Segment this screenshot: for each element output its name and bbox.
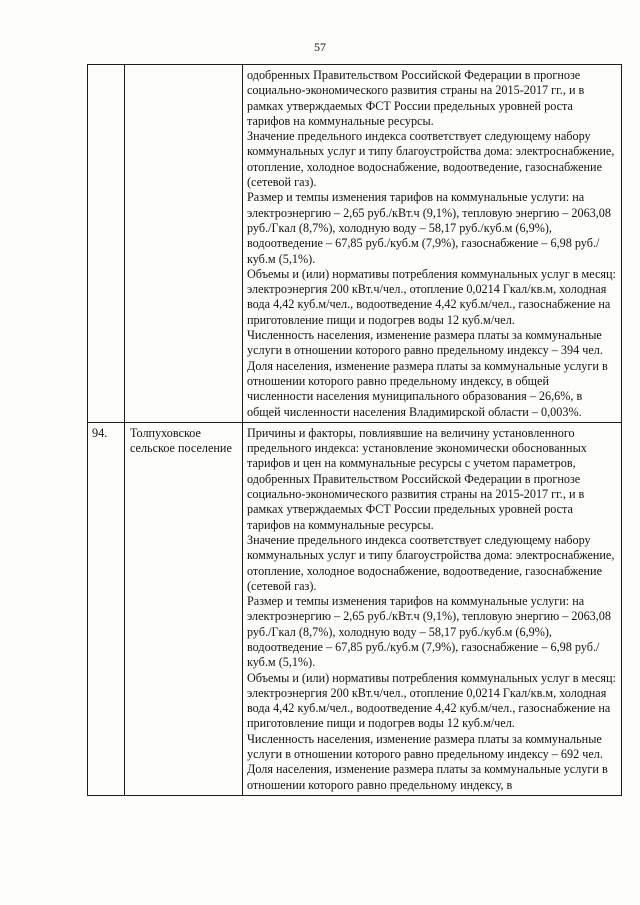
description-paragraph: Значение предельного индекса соответствует следующему набору коммунальных услуг и типу благоустройства дома: электроснабжение, отопление, холодное водоснабжение, водоотведение, газоснабжение (сетевой газ). [247,129,615,190]
description-paragraph: Объемы и (или) нормативы потребления коммунальных услуг в месяц: электроэнергия 200 кВт.ч/чел., отопление 0,0214 Гкал/кв.м, холодная вода 4,42 куб.м/чел., водоотведение 4,42 куб.м/чел., газоснабжение на приготовление пищи и подогрев воды 12 куб.м/чел. [247,670,616,731]
description-paragraph: Размер и темпы изменения тарифов на коммунальные услуги: на электроэнергию – 2,65 руб./кВт.ч (9,1%), тепловую энергию – 2063,08 руб./Гкал (8,7%), холодную воду – 58,17 руб./куб.м (6,9%), водоотведение – 67,85 руб./куб.м (7,9%), газоснабжение – 6,98 руб./куб.м (5,1%). [247,594,611,670]
description-cell [243,422,622,795]
description-paragraph: Значение предельного индекса соответствует следующему набору коммунальных услуг и типу благоустройства дома: электроснабжение, отопление, холодное водоснабжение, водоотведение, газоснабжение (сетевой газ). [247,532,615,593]
description-paragraph: Доля населения, изменение размера платы за коммунальные услуги в отношении которого равно предельному индексу, в общей численности населения муниципального образования – 26,6%, в общей численности населения Владимирской области – 0,003%. [247,358,608,419]
table-row [88,422,622,795]
description-paragraph: Объемы и (или) нормативы потребления коммунальных услуг в месяц: электроэнергия 200 кВт.ч/чел., отопление 0,0214 Гкал/кв.м, холодная вода 4,42 куб.м/чел., водоотведение 4,42 куб.м/чел., газоснабжение на приготовление пищи и подогрев воды 12 куб.м/чел. [247,266,616,327]
settlement-name [125,65,243,423]
description-paragraph: Численность населения, изменение размера платы за коммунальные услуги в отношении которого равно предельному индексу – 394 чел. [247,328,603,358]
row-number [88,65,125,423]
description-cell [243,65,622,423]
page-number: 57 [314,40,326,54]
settlement-name: Толпуховское сельское поселение [125,422,243,795]
description-paragraph: одобренных Правительством Российской Федерации в прогнозе социально-экономического развития страны на 2015-2017 гг., и в рамках утверждаемых ФСТ России предельных уровней роста тарифов на коммунальные ресурсы. [247,68,585,128]
description-paragraph: Численность населения, изменение размера платы за коммунальные услуги в отношении которого равно предельному индексу – 692 чел. [247,731,603,762]
description-paragraph: Размер и темпы изменения тарифов на коммунальные услуги: на электроэнергию – 2,65 руб./кВт.ч (9,1%), тепловую энергию – 2063,08 руб./Гкал (8,7%), холодную воду – 58,17 руб./куб.м (6,9%), водоотведение – 67,85 руб./куб.м (7,9%), газоснабжение – 6,98 руб./куб.м (5,1%). [247,190,611,266]
row-number: 94. [88,422,125,795]
description-paragraph: Причины и факторы, повлиявшие на величину установленного предельного индекса: установление экономически обоснованных тарифов и цен на коммунальные ресурсы с учетом параметров, одобренных Правительством Российской Федерации в прогнозе социально-экономического развития страны на 2015-2017 гг., и в рамках утверждаемых ФСТ России предельных уровней роста тарифов на коммунальные ресурсы. [247,425,587,532]
document-table [87,64,622,796]
description-paragraph: Доля населения, изменение размера платы за коммунальные услуги в отношении которого равно предельному индексу, в [247,762,608,792]
table-row [88,65,622,423]
